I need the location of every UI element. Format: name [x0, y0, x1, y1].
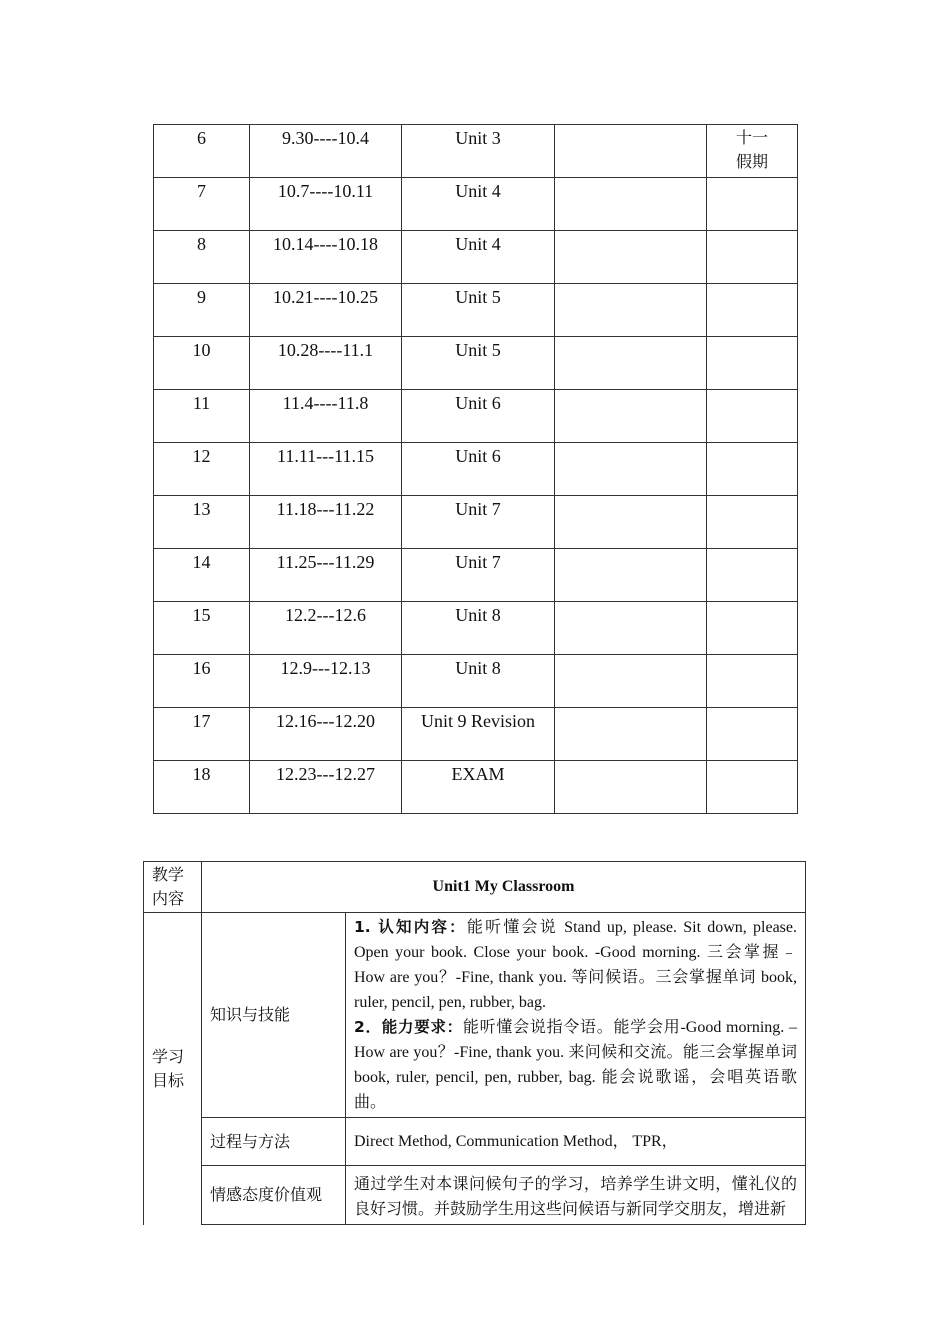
schedule-row	[154, 337, 798, 390]
dates-cell: 11.25---11.29	[250, 549, 402, 602]
note-cell	[707, 284, 798, 337]
dates-cell: 11.18---11.22	[250, 496, 402, 549]
schedule-row	[154, 496, 798, 549]
dates-cell: 9.30----10.4	[250, 125, 402, 178]
week-cell: 6	[154, 125, 250, 178]
process-content: Direct Method, Communication Method， TPR，	[346, 1118, 806, 1166]
knowledge-row	[144, 913, 806, 1118]
blank-cell	[555, 496, 707, 549]
content-title: Unit1 My Classroom	[202, 862, 806, 913]
schedule-row	[154, 708, 798, 761]
blank-cell	[555, 337, 707, 390]
dates-cell: 12.2---12.6	[250, 602, 402, 655]
unit-cell: Unit 7	[402, 549, 555, 602]
week-cell: 12	[154, 443, 250, 496]
unit-cell: Unit 6	[402, 390, 555, 443]
dates-cell: 12.9---12.13	[250, 655, 402, 708]
week-cell: 9	[154, 284, 250, 337]
schedule-row	[154, 443, 798, 496]
dates-cell: 12.23---12.27	[250, 761, 402, 814]
schedule-row	[154, 284, 798, 337]
week-cell: 11	[154, 390, 250, 443]
note-cell	[707, 496, 798, 549]
note-cell: 十一 假期	[707, 125, 798, 178]
dates-cell: 10.7----10.11	[250, 178, 402, 231]
attitude-row	[144, 1166, 806, 1225]
week-cell: 15	[154, 602, 250, 655]
schedule-row	[154, 125, 798, 178]
unit-cell: Unit 8	[402, 602, 555, 655]
note-cell	[707, 602, 798, 655]
schedule-row	[154, 549, 798, 602]
unit-cell: EXAM	[402, 761, 555, 814]
unit-cell: Unit 5	[402, 337, 555, 390]
lesson-plan-table	[143, 861, 806, 1225]
blank-cell	[555, 708, 707, 761]
blank-cell	[555, 390, 707, 443]
blank-cell	[555, 125, 707, 178]
blank-cell	[555, 284, 707, 337]
unit-cell: Unit 9 Revision	[402, 708, 555, 761]
week-cell: 10	[154, 337, 250, 390]
schedule-row	[154, 231, 798, 284]
note-cell	[707, 655, 798, 708]
knowledge-label: 知识与技能	[202, 913, 346, 1118]
content-row	[144, 862, 806, 913]
knowledge-content	[346, 913, 806, 1118]
goals-label: 学习 目标	[144, 913, 202, 1225]
unit-cell: Unit 4	[402, 178, 555, 231]
blank-cell	[555, 178, 707, 231]
note-cell	[707, 178, 798, 231]
cognitive-text: 能听懂会说 Stand up, please. Sit down, please. Open your book. Close your book. -Good morning. 三会掌握﹣How are you？-Fine, thank you. 等问候语。三会掌握单词 book, ruler, pencil, pen, rubber, bag.	[354, 919, 798, 1011]
dates-cell: 10.14----10.18	[250, 231, 402, 284]
note-cell	[707, 443, 798, 496]
week-cell: 8	[154, 231, 250, 284]
cognitive-heading: 1. 认知内容：	[354, 918, 467, 936]
note-cell	[707, 231, 798, 284]
unit-cell: Unit 5	[402, 284, 555, 337]
note-cell	[707, 708, 798, 761]
week-cell: 7	[154, 178, 250, 231]
schedule-row	[154, 390, 798, 443]
schedule-row	[154, 655, 798, 708]
blank-cell	[555, 602, 707, 655]
dates-cell: 10.21----10.25	[250, 284, 402, 337]
process-row	[144, 1118, 806, 1166]
schedule-row	[154, 178, 798, 231]
dates-cell: 11.4----11.8	[250, 390, 402, 443]
blank-cell	[555, 231, 707, 284]
ability-heading: 2．能力要求：	[354, 1018, 463, 1036]
note-cell	[707, 390, 798, 443]
unit-cell: Unit 8	[402, 655, 555, 708]
schedule-row	[154, 602, 798, 655]
week-cell: 16	[154, 655, 250, 708]
blank-cell	[555, 549, 707, 602]
blank-cell	[555, 655, 707, 708]
unit-cell: Unit 6	[402, 443, 555, 496]
dates-cell: 10.28----11.1	[250, 337, 402, 390]
schedule-body	[154, 125, 798, 814]
attitude-content: 通过学生对本课问候句子的学习，培养学生讲文明，懂礼仪的良好习惯。并鼓励学生用这些问候语与新同学交朋友，增进新	[346, 1166, 806, 1225]
note-cell	[707, 761, 798, 814]
schedule-table	[153, 124, 798, 814]
blank-cell	[555, 443, 707, 496]
week-cell: 17	[154, 708, 250, 761]
unit-cell: Unit 7	[402, 496, 555, 549]
week-cell: 13	[154, 496, 250, 549]
ability-text: 能听懂会说指令语。能学会用-Good morning. –How are you？-Fine, thank you. 来问候和交流。能三会掌握单词 book, ruler, pencil, pen, rubber, bag. 能会说歌谣，会唱英语歌曲。	[354, 1019, 798, 1111]
dates-cell: 12.16---12.20	[250, 708, 402, 761]
week-cell: 14	[154, 549, 250, 602]
week-cell: 18	[154, 761, 250, 814]
attitude-label: 情感态度价值观	[202, 1166, 346, 1225]
dates-cell: 11.11---11.15	[250, 443, 402, 496]
unit-cell: Unit 4	[402, 231, 555, 284]
process-label: 过程与方法	[202, 1118, 346, 1166]
unit-cell: Unit 3	[402, 125, 555, 178]
note-cell	[707, 549, 798, 602]
note-cell	[707, 337, 798, 390]
blank-cell	[555, 761, 707, 814]
schedule-row	[154, 761, 798, 814]
content-label: 教学 内容	[144, 862, 202, 913]
